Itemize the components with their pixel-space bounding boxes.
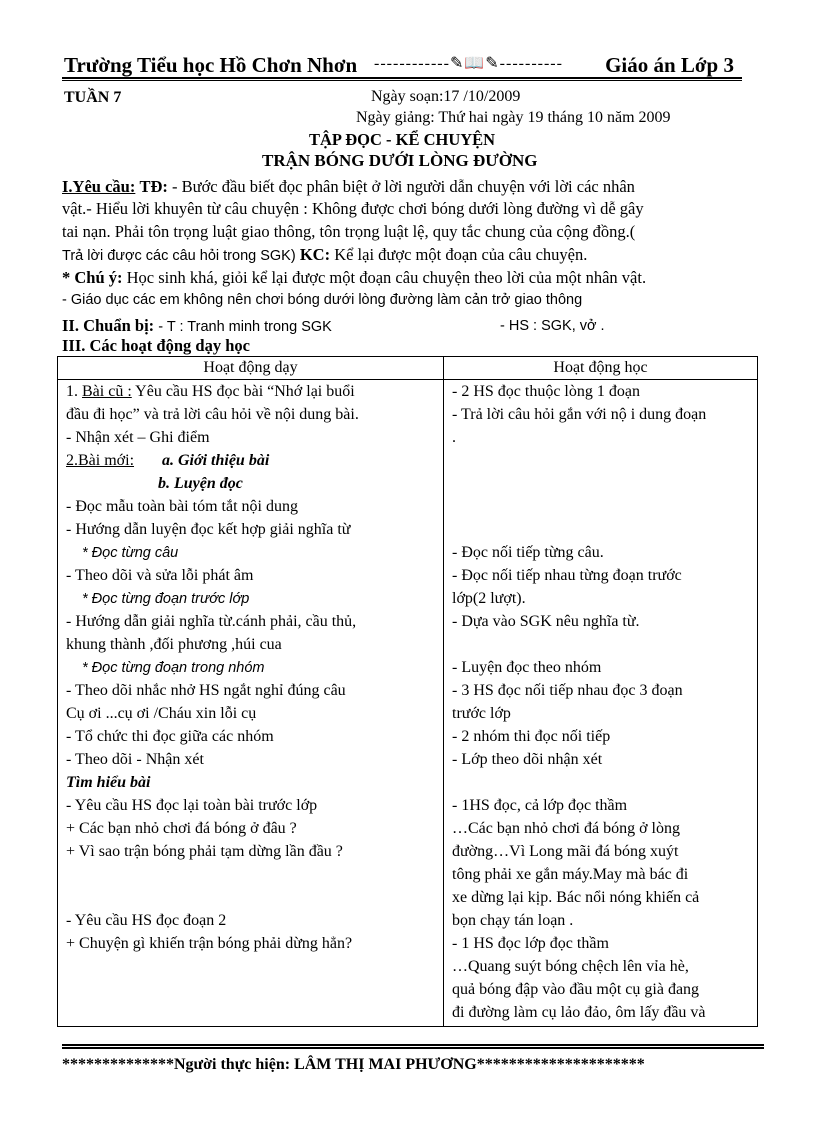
header-separator: ------------✎📖✎---------- [374,55,563,72]
page-header [62,50,742,84]
header-rule [62,77,742,81]
student-line: . [452,429,456,446]
col-teacher-header: Hoạt động dạy [58,357,444,380]
education-line: - Giáo dục các em không nên chơi bóng dưới lòng đường làm cản trở giao thông [62,292,583,308]
teacher-line: - Yêu cầu HS đọc lại toàn bài trước lớp [66,797,318,814]
teacher-line: - Yêu cầu HS đọc đoạn 2 [66,912,227,929]
teacher-line: đầu đi học” và trả lời câu hỏi về nội dung bài. [66,406,359,423]
grade-label: Giáo án Lớp 3 [605,53,734,77]
requirements-text-2: vật.- Hiểu lời khuyên từ câu chuyện : Không được chơi bóng dưới lòng đường vì dễ gây [62,199,644,218]
student-line: - 2 nhóm thi đọc nối tiếp [452,728,611,745]
student-line: lớp(2 lượt). [452,590,526,607]
student-line: - Luyện đọc theo nhóm [452,659,602,676]
student-line: đường…Vì Long mãi đá bóng xuýt [452,843,679,860]
requirements-text-4a: Trả lời được các câu hỏi trong SGK) [62,248,296,264]
teacher-line: * Đọc từng đoạn trước lớp [82,591,250,607]
student-line: - Trả lời câu hỏi gắn với nộ i dung đoạn [452,406,707,423]
teacher-line: * Đọc từng đoạn trong nhóm [82,660,265,676]
footer-rule [62,1044,764,1049]
teacher-line: - Hướng dẫn giải nghĩa từ.cánh phải, cầu thủ, [66,613,357,630]
student-line: - Đọc nối tiếp nhau từng đoạn trước [452,567,682,584]
requirements-heading: I.Yêu cầu: [62,177,136,196]
teacher-line: Cụ ơi ...cụ ơi /Cháu xin lỗi cụ [66,705,257,722]
teacher-line: + Các bạn nhỏ chơi đá bóng ở đâu ? [66,820,297,837]
school-name: Trường Tiểu học Hồ Chơn Nhơn [64,53,358,77]
teacher-line: khung thành ,đối phương ,húi cua [66,636,282,653]
requirements-line-4 [62,245,587,265]
student-line: xe dừng lại kịp. Bác nổi nóng khiến cả [452,889,700,906]
teacher-line: - Nhận xét – Ghi điểm [66,429,210,446]
subject-title: TẬP ĐỌC - KỂ CHUYỆN [309,130,496,149]
teach-date: Ngày giảng: Thứ hai ngày 19 tháng 10 năm 2009 [356,109,671,126]
note-label: * Chú ý: [62,268,123,287]
student-line: - Dựa vào SGK nêu nghĩa từ. [452,613,640,630]
activities-table [57,356,758,1027]
table-row [58,380,758,1027]
student-cell [444,380,758,1027]
student-line: trước lớp [452,705,511,722]
teacher-line: - Đọc mẫu toàn bài tóm tắt nội dung [66,498,298,515]
teacher-line: + Chuyện gì khiến trận bóng phải dừng hẳn? [66,935,353,952]
teacher-line: - Tổ chức thi đọc giữa các nhóm [66,728,274,745]
col-student-header: Hoạt động học [444,357,758,380]
preparation-student: - HS : SGK, vở . [500,318,605,334]
preparation-teacher: - T : Tranh minh trong SGK [158,319,332,335]
teacher-line: b. Luyện đọc [158,475,243,492]
student-line: tông phải xe gắn máy.May mà bác đi [452,866,689,883]
student-line: quả bóng đập vào đầu một cụ già đang [452,981,700,998]
student-line: - Đọc nối tiếp từng câu. [452,544,604,561]
student-line: - 3 HS đọc nối tiếp nhau đọc 3 đoạn [452,682,683,699]
requirements-text-1: - Bước đầu biết đọc phân biệt ở lời người dẫn chuyện với lời các nhân [172,177,635,196]
kc-label: KC: [299,245,331,264]
table-header-row [58,357,758,380]
week-label: TUẦN 7 [64,89,122,106]
lesson-title: TRẬN BÓNG DƯỚI LÒNG ĐƯỜNG [262,151,538,170]
teacher-line: - Theo dõi nhắc nhở HS ngắt nghỉ đúng câu [66,682,346,699]
teacher-line: 1. Bài cũ : Yêu cầu HS đọc bài “Nhớ lại buổi [66,383,355,400]
student-line: - 1HS đọc, cả lớp đọc thầm [452,797,628,814]
requirements-text-4b: Kể lại được một đoạn của câu chuyện. [334,245,588,264]
student-line: đi đường làm cụ lảo đảo, ôm lấy đầu và [452,1004,706,1021]
preparation-line [62,316,332,336]
note-line [62,268,646,288]
td-label: TĐ: [139,177,168,196]
teacher-line: + Vì sao trận bóng phải tạm dừng lần đầu ? [66,843,343,860]
teacher-line: * Đọc từng câu [82,545,179,561]
student-line: …Các bạn nhỏ chơi đá bóng ở lòng [452,820,680,837]
student-line: - 2 HS đọc thuộc lòng 1 đoạn [452,383,640,400]
note-text: Học sinh khá, giỏi kể lại được một đoạn câu chuyện theo lời của một nhân vật. [126,268,647,287]
teacher-cell [58,380,444,1027]
teacher-line: - Hướng dẫn luyện đọc kết hợp giải nghĩa từ [66,521,351,538]
student-line: - Lớp theo dõi nhận xét [452,751,603,768]
requirements-text-3: tai nạn. Phải tôn trọng luật giao thông, tôn trọng luật lệ, quy tắc chung của cộng đồng.( [62,222,636,241]
student-line: - 1 HS đọc lớp đọc thầm [452,935,609,952]
footer-author: **************Người thực hiện: LÂM THỊ MAI PHƯƠNG********************* [62,1056,645,1073]
teacher-line: 2.Bài mới: a. Giới thiệu bài [66,452,270,469]
teacher-line: - Theo dõi - Nhận xét [66,751,204,768]
student-line: …Quang suýt bóng chệch lên vỉa hè, [452,958,689,975]
activities-heading: III. Các hoạt động dạy học [62,336,250,355]
teacher-line: Tìm hiểu bài [66,774,151,791]
prep-date: Ngày soạn:17 /10/2009 [371,88,521,105]
student-line: bọn chạy tán loạn . [452,912,574,929]
teacher-line: - Theo dõi và sửa lỗi phát âm [66,567,254,584]
preparation-heading: II. Chuẩn bị: [62,316,155,335]
requirements-line-1 [62,177,635,197]
